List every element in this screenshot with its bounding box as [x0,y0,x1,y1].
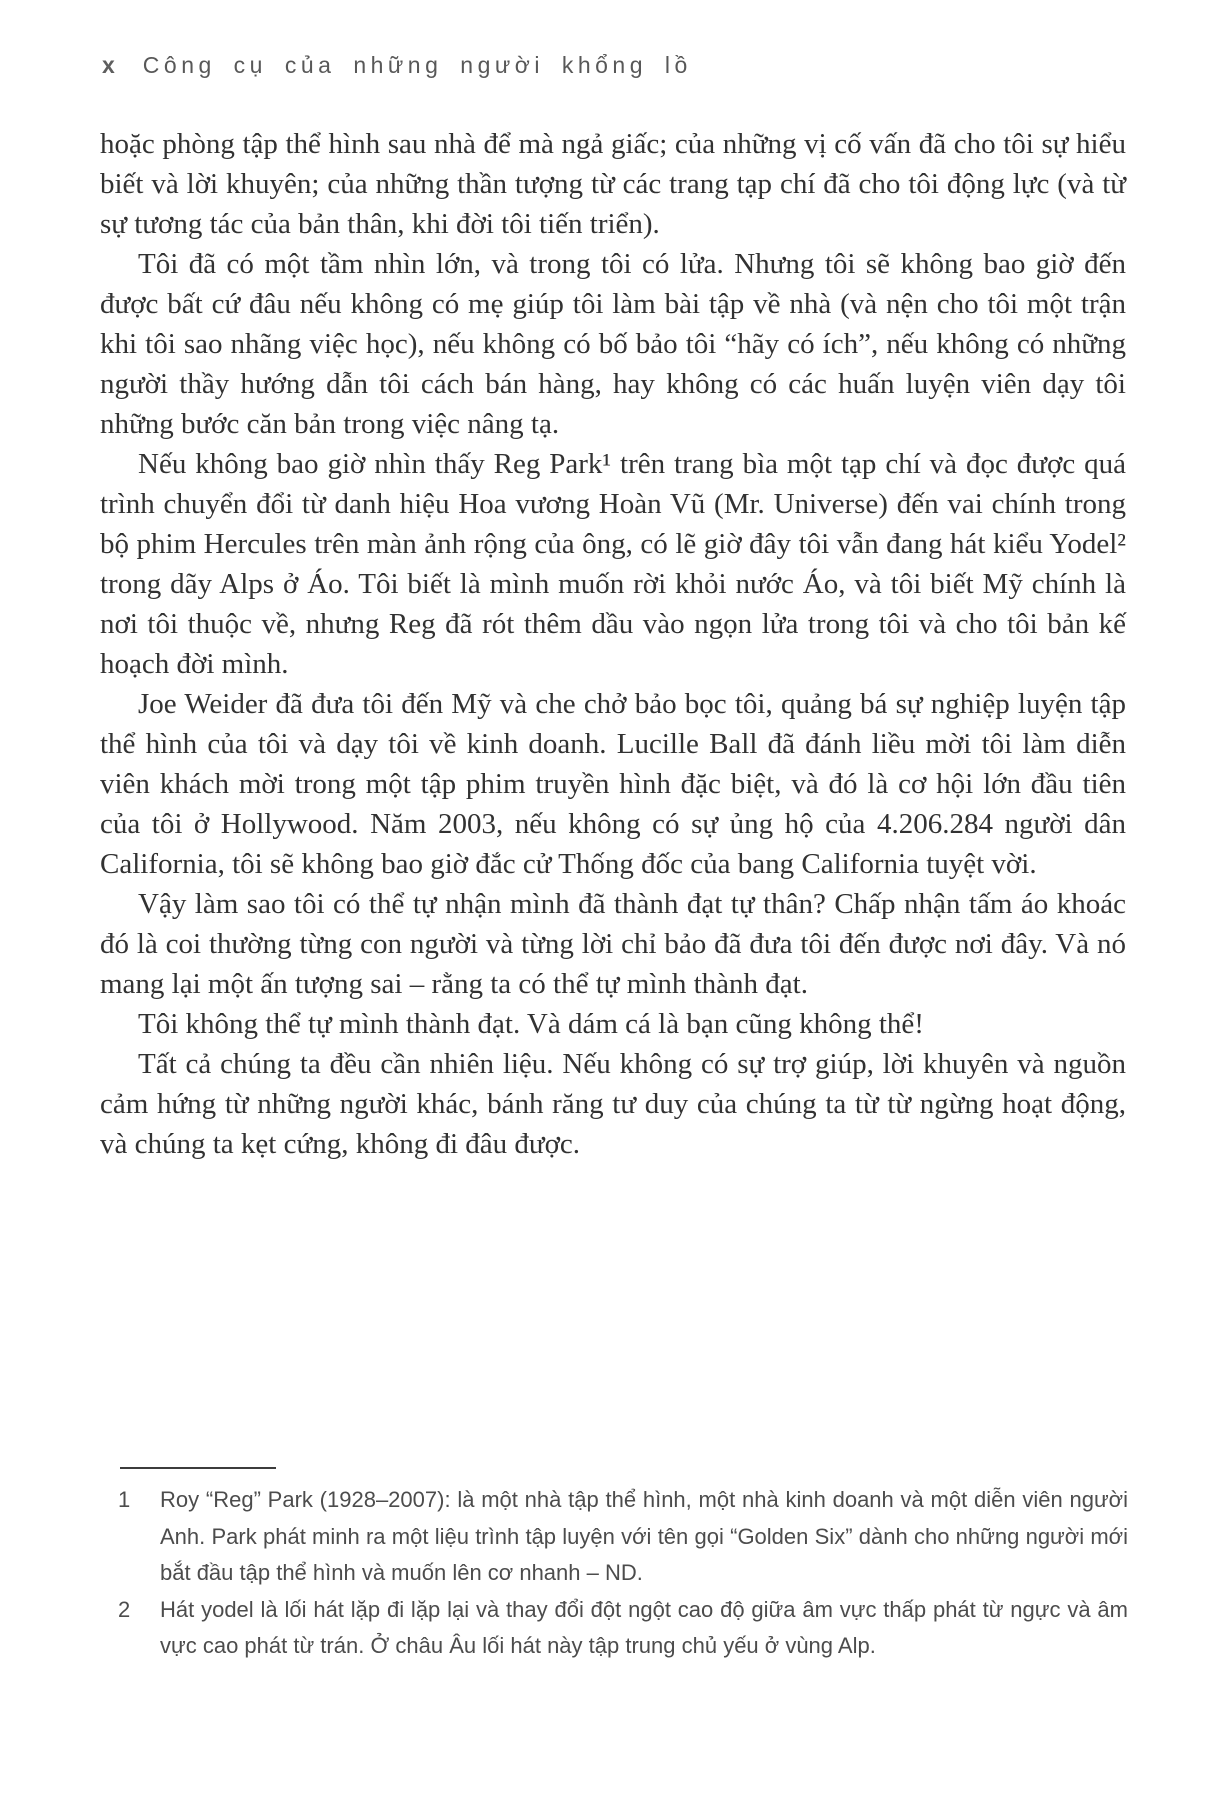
running-title: Công cụ của những người khổng lồ [142,52,692,78]
running-header [102,52,692,79]
paragraph: Tôi không thể tự mình thành đạt. Và dám cá là bạn cũng không thể! [138,1008,924,1040]
footnote-text: Roy “Reg” Park (1928–2007): là một nhà tập thể hình, một nhà kinh doanh và một diễn viên người Anh. Park phát minh ra một liệu trình tập luyện với tên gọi “Golden Six” dành cho những người mới bắt đầu tập thể hình và muốn lên cơ nhanh – ND. [160,1487,1128,1585]
footnote-number: 1 [118,1487,131,1512]
paragraph: hoặc phòng tập thể hình sau nhà để mà ngả giấc; của những vị cố vấn đã cho tôi sự hiểu biết và lời khuyên; của những thần tượng từ các trang tạp chí đã cho tôi động lực (và từ sự tương tác của bản thân, khi đời tôi tiến triển). [100,128,1126,240]
footnote-separator-rule [120,1467,276,1469]
footnote-number: 2 [118,1596,131,1622]
paragraph: Nếu không bao giờ nhìn thấy Reg Park¹ trên trang bìa một tạp chí và đọc được quá trình chuyển đổi từ danh hiệu Hoa vương Hoàn Vũ (Mr. Universe) đến vai chính trong bộ phim Hercules trên màn ảnh rộng của ông, có lẽ giờ đây tôi vẫn đang hát kiểu Yodel² trong dãy Alps ở Áo. Tôi biết là mình muốn rời khỏi nước Áo, và tôi biết Mỹ chính là nơi tôi thuộc về, nhưng Reg đã rót thêm dầu vào ngọn lửa trong tôi và cho tôi bản kế hoạch đời mình. [100,448,1126,680]
body-text-block [100,124,1126,1164]
paragraph: Vậy làm sao tôi có thể tự nhận mình đã thành đạt tự thân? Chấp nhận tấm áo khoác đó là coi thường từng con người và từng lời chỉ bảo đã đưa tôi đến được nơi đây. Và nó mang lại một ấn tượng sai – rằng ta có thể tự mình thành đạt. [100,888,1126,1000]
footnotes-section [100,1467,1128,1665]
footnote [100,1592,1128,1665]
footnote [100,1482,1128,1592]
footnote-text: Hát yodel là lối hát lặp đi lặp lại và thay đổi đột ngột cao độ giữa âm vực thấp phát từ ngực và âm vực cao phát từ trán. Ở châu Âu lối hát này tập trung chủ yếu ở vùng Alp. [160,1596,1128,1658]
paragraph: Joe Weider đã đưa tôi đến Mỹ và che chở bảo bọc tôi, quảng bá sự nghiệp luyện tập thể hình của tôi và dạy tôi về kinh doanh. Lucille Ball đã đánh liều mời tôi làm diễn viên khách mời trong một tập phim truyền hình đặc biệt, và đó là cơ hội lớn đầu tiên của tôi ở Hollywood. Năm 2003, nếu không có sự ủng hộ của 4.206.284 người dân California, tôi sẽ không bao giờ đắc cử Thống đốc của bang California tuyệt vời. [100,688,1126,880]
paragraph: Tất cả chúng ta đều cần nhiên liệu. Nếu không có sự trợ giúp, lời khuyên và nguồn cảm hứng từ những người khác, bánh răng tư duy của chúng ta từ từ ngừng hoạt động, và chúng ta kẹt cứng, không đi đâu được. [100,1048,1126,1160]
page-number: x [102,52,117,78]
paragraph: Tôi đã có một tầm nhìn lớn, và trong tôi có lửa. Nhưng tôi sẽ không bao giờ đến được bất cứ đâu nếu không có mẹ giúp tôi làm bài tập về nhà (và nện cho tôi một trận khi tôi sao nhãng việc học), nếu không có bố bảo tôi “hãy có ích”, nếu không có những người thầy hướng dẫn tôi cách bán hàng, hay không có các huấn luyện viên dạy tôi những bước căn bản trong việc nâng tạ. [100,248,1126,440]
